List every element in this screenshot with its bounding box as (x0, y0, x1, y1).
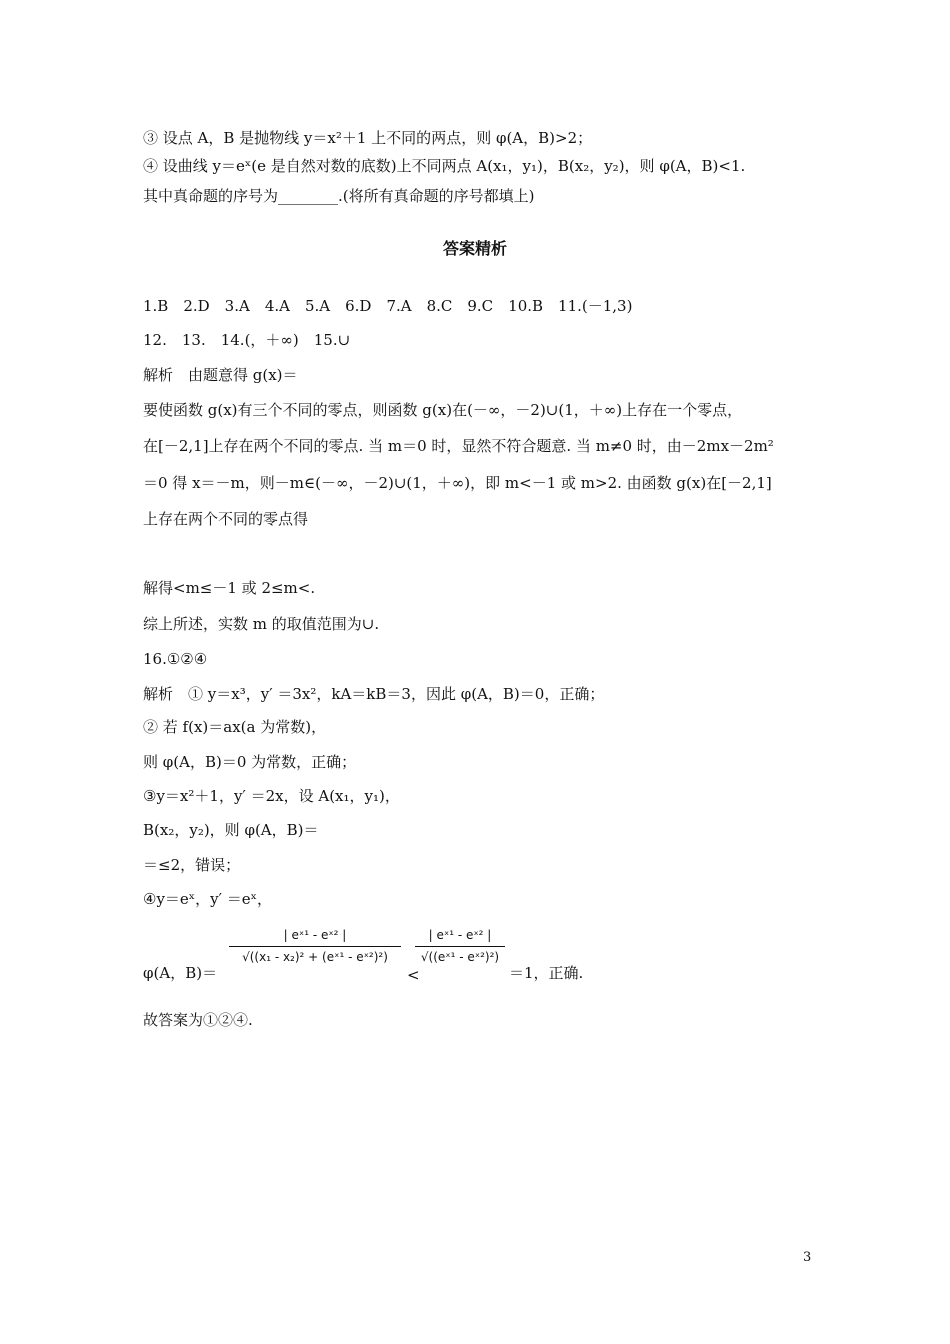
solution-line: B(x₂，y₂)，则 φ(A，B)＝ (143, 821, 319, 839)
fraction-1-denominator: √((x₁ - x₂)² + (eˣ¹ - eˣ²)²) (242, 950, 388, 964)
solution-line: ＝≤2，错误； (143, 856, 241, 874)
final-answer: 故答案为①②④. (143, 1011, 253, 1029)
answer-key-line-1: 1.B 2.D 3.A 4.A 5.A 6.D 7.A 8.C 9.C 10.B 11.(－1,3) (143, 297, 633, 315)
solution-line: ＝0 得 x＝－m，则－m∈(－∞，－2)∪(1，＋∞)，即 m<－1 或 m>2. 由函数 g(x)在[－2,1] (143, 474, 772, 492)
fraction-2-denominator: √((eˣ¹ - eˣ²)²) (420, 950, 500, 964)
solution-line: 在[－2,1]上存在两个不同的零点. 当 m＝0 时，显然不符合题意. 当 m≠0 时，由－2mx－2m² (143, 437, 774, 455)
text-line-question: 其中真命题的序号为________.(将所有真命题的序号都填上) (143, 187, 535, 205)
solution-line: 要使函数 g(x)有三个不同的零点，则函数 g(x)在(－∞，－2)∪(1，＋∞)上存在一个零点， (143, 401, 743, 419)
solution-line: 上存在两个不同的零点得 (143, 510, 309, 528)
fraction-1-numerator: | eˣ¹ - eˣ² | (283, 928, 347, 942)
page-number: 3 (803, 1250, 812, 1265)
solution-line: 解析 ① y＝x³，y′ ＝3x²，kA＝kB＝3，因此 φ(A，B)＝0，正确； (143, 685, 605, 703)
solution-line: 解得<m≤－1 或 2≤m<. (143, 579, 316, 597)
answer-16: 16.①②④ (143, 650, 208, 668)
less-than-sign: < (407, 966, 420, 984)
solution-line: 解析 由题意得 g(x)＝ (143, 366, 298, 384)
phi-formula (143, 922, 643, 992)
solution-line: ② 若 f(x)＝ax(a 为常数)， (143, 718, 327, 736)
solution-line: ③y＝x²＋1，y′ ＝2x，设 A(x₁，y₁)， (143, 787, 400, 805)
fraction-2 (415, 928, 505, 964)
formula-tail: ＝1，正确. (509, 964, 584, 982)
answer-key-line-2: 12. 13. 14.(，＋∞) 15.∪ (143, 331, 351, 349)
solution-line: 则 φ(A，B)＝0 为常数，正确； (143, 753, 357, 771)
text-line-statement-4: ④ 设曲线 y＝eˣ(e 是自然对数的底数)上不同两点 A(x₁，y₁)，B(x₂，y₂)，则 φ(A，B)<1. (143, 157, 746, 175)
fraction-2-numerator: | eˣ¹ - eˣ² | (428, 928, 492, 942)
solution-line: 综上所述，实数 m 的取值范围为∪. (143, 615, 380, 633)
text-line-statement-3: ③ 设点 A，B 是抛物线 y＝x²＋1 上不同的两点，则 φ(A，B)>2； (143, 129, 593, 147)
fraction-1 (229, 928, 401, 964)
formula-lhs: φ(A，B)＝ (143, 964, 218, 982)
section-title: 答案精析 (442, 239, 507, 258)
solution-line: ④y＝eˣ，y′ ＝eˣ， (143, 890, 273, 908)
